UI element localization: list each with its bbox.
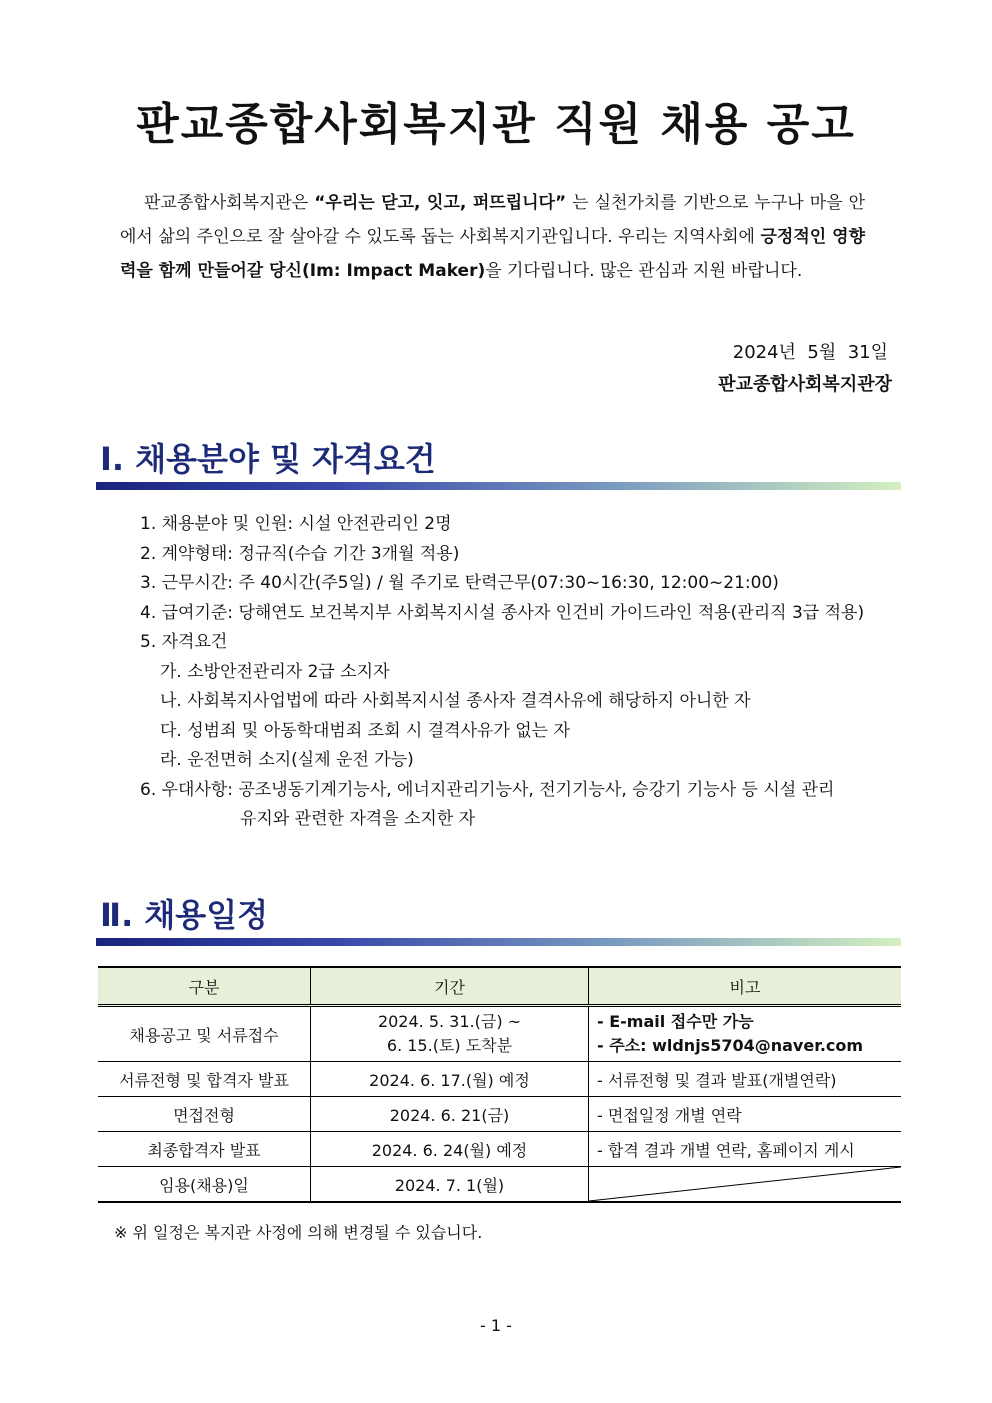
cell-note-empty [589,1167,902,1203]
cell-note: - 합격 결과 개별 연락, 홈페이지 게시 [589,1132,902,1167]
cell-category: 최종합격자 발표 [98,1132,311,1167]
header-category: 구분 [98,967,311,1006]
list-item: 1. 채용분야 및 인원: 시설 안전관리인 2명 [140,514,452,534]
intro-text-2: 는 실천가치를 기반으로 누구나 마을 안에서 삶의 주인으로 잘 살아갈 수 있도록 돕는 사회복지기관입니다. 우리는 지역사회에 [120,193,865,247]
table-row [98,1097,901,1132]
period-line: 6. 15.(토) 도착분 [386,1036,513,1055]
cell-note: - 서류전형 및 결과 발표(개별연락) [589,1062,902,1097]
cell-period: 2024. 6. 21(금) [311,1097,589,1132]
sub-item: 나. 사회복지사업법에 따라 사회복지시설 종사자 결격사유에 해당하지 아니한 자 [160,691,751,711]
cell-period: 2024. 6. 17.(월) 예정 [311,1062,589,1097]
intro-paragraph [120,186,865,288]
cell-note: - 면접일정 개별 연락 [589,1097,902,1132]
note-line: - 주소: wldnjs5704@naver.com [597,1036,864,1055]
note-line: - E-mail 접수만 가능 [597,1012,754,1031]
notice-date: 2024년 5월 31일 [732,342,888,363]
header-period: 기간 [311,967,589,1006]
cell-category: 채용공고 및 서류접수 [98,1006,311,1062]
table-row [98,1062,901,1097]
list-item: 2. 계약형태: 정규직(수습 기간 3개월 적용) [140,543,460,564]
period-line: 2024. 5. 31.(금) ~ [377,1012,522,1031]
table-row [98,1167,901,1203]
section2-bar [96,938,901,946]
footnote: ※ 위 일정은 복지관 사정에 의해 변경될 수 있습니다. [114,1223,483,1242]
header-note: 비고 [589,967,902,1006]
list-item: 5. 자격요건 [140,632,228,652]
cell-note [589,1006,902,1062]
cell-category: 면접전형 [98,1097,311,1132]
table-row [98,1132,901,1167]
requirements-list [140,510,900,835]
section1-bar [96,482,901,490]
cell-period [311,1006,589,1062]
sub-item: 라. 운전면허 소지(실제 운전 가능) [160,750,414,770]
table-header-row [98,967,901,1006]
page-title: 판교종합사회복지관 직원 채용 공고 [136,99,856,150]
section1-title: Ⅰ. 채용분야 및 자격요건 [100,440,436,478]
list-item: 4. 급여기준: 당해연도 보건복지부 사회복지시설 종사자 인건비 가이드라인 적용(관리직 3급 적용) [140,602,865,623]
intro-text-1: 판교종합사회복지관은 [144,193,315,213]
cell-period: 2024. 6. 24(월) 예정 [311,1132,589,1167]
intro-text-3: 을 기다립니다. 많은 관심과 지원 바랍니다. [485,261,803,281]
sub-item: 다. 성범죄 및 아동학대범죄 조회 시 결격사유가 없는 자 [160,720,570,741]
diagonal-line [589,1167,901,1201]
table-row [98,1006,901,1062]
signature: 판교종합사회복지관장 [718,374,892,395]
list-item: 3. 근무시간: 주 40시간(주5일) / 월 주기로 탄력근무(07:30~16:30, 12:00~21:00) [140,573,779,593]
list-item-continuation: 유지와 관련한 자격을 소지한 자 [240,809,476,829]
schedule-table [98,966,901,1203]
cell-category: 임용(채용)일 [98,1167,311,1203]
motto-text: “우리는 닫고, 잇고, 퍼뜨립니다” [314,193,567,213]
sub-item: 가. 소방안전관리자 2급 소지자 [160,661,390,682]
section2-title: Ⅱ. 채용일정 [100,896,269,934]
highlight-text: 긍정적인 영향력을 함께 만들어갈 당신(Im: Impact Maker) [120,227,865,281]
cell-category: 서류전형 및 합격자 발표 [98,1062,311,1097]
cell-period: 2024. 7. 1(월) [311,1167,589,1203]
page-number: - 1 - [480,1316,512,1335]
list-item: 6. 우대사항: 공조냉동기계기능사, 에너지관리기능사, 전기기능사, 승강기 기능사 등 시설 관리 [140,779,835,800]
